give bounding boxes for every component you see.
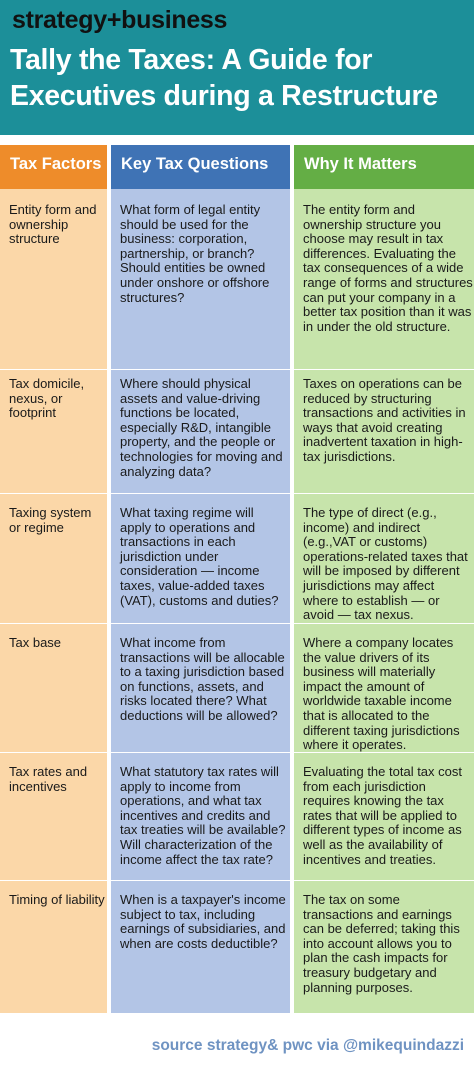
row-5-key-question: What statutory tax rates will apply to income from operations, and what tax incentives and credits and tax treaties will be available? Will characterization of the income affect the tax rate?	[120, 764, 286, 867]
tax-factors-column	[0, 189, 107, 1013]
title-line-2: Executives during a Restructure	[10, 80, 438, 112]
row-5-why-it-matters: Evaluating the total tax cost from each jurisdiction requires knowing the tax rates that will be applied to different types of income as well as the availability of incentives and treaties.	[303, 764, 462, 867]
row-1-key-question: What form of legal entity should be used for the business: corporation, partnership, or branch? Should entities be owned under onshore or offshore structures?	[120, 202, 270, 305]
row-3-tax-factor: Taxing system or regime	[9, 505, 92, 535]
title-line-1: Tally the Taxes: A Guide for	[10, 44, 373, 76]
row-2-tax-factor: Tax domicile, nexus, or footprint	[9, 376, 85, 421]
column-header-key-tax-questions: Key Tax Questions	[111, 145, 290, 189]
row-2-key-question: Where should physical assets and value-driving functions be located, especially R&D, intangible property, and the people or technologies for moving and analyzing data?	[120, 376, 283, 479]
row-5-tax-factor: Tax rates and incentives	[9, 764, 88, 794]
row-divider	[0, 880, 474, 881]
row-4-key-question: What income from transactions will be allocable to a taxing jurisdiction based on functions, assets, and risks located there? What deductions will be allowed?	[120, 635, 285, 723]
row-divider	[0, 369, 474, 370]
row-2-why-it-matters: Taxes on operations can be reduced by structuring transactions and activities in ways that avoid creating inadvertent taxation in high-tax jurisdictions.	[303, 376, 466, 464]
source-credit: source strategy& pwc via @mikequindazzi	[151, 1037, 464, 1054]
column-header-tax-factors: Tax Factors	[0, 145, 107, 189]
column-header-why-it-matters: Why It Matters	[294, 145, 474, 189]
header-banner	[0, 0, 474, 135]
brand-logo: strategy+business	[12, 6, 228, 34]
row-4-why-it-matters: Where a company locates the value drivers of its business will materially impact the amount of worldwide taxable income that is allocated to the different taxing jurisdictions where it operates.	[303, 635, 460, 753]
row-1-tax-factor: Entity form and ownership structure	[9, 202, 97, 247]
row-4-tax-factor: Tax base	[9, 635, 62, 650]
row-6-key-question: When is a taxpayer's income subject to tax, including earnings of subsidiaries, and when are costs deductible?	[120, 892, 286, 951]
row-6-tax-factor: Timing of liability	[9, 892, 105, 907]
row-divider	[0, 623, 474, 624]
row-3-why-it-matters: The type of direct (e.g., income) and indirect (e.g.,VAT or customs) operations-related taxes that will be imposed by different jurisdictions may affect where to establish — or avoid — tax nexus.	[303, 505, 468, 623]
row-divider	[0, 493, 474, 494]
row-1-why-it-matters: The entity form and ownership structure you choose may result in tax differences. Evaluating the tax consequences of a wide range of forms and structures can put your company in a better tax position than it was in under the old structure.	[303, 202, 473, 334]
row-6-why-it-matters: The tax on some transactions and earnings can be deferred; taking this into account allows you to plan the cash impacts for treasury budgetary and planning purposes.	[303, 892, 460, 995]
page-title	[10, 42, 472, 114]
row-3-key-question: What taxing regime will apply to operations and transactions in each jurisdiction under consideration — income taxes, value-added taxes (VAT), customs and duties?	[120, 505, 279, 608]
